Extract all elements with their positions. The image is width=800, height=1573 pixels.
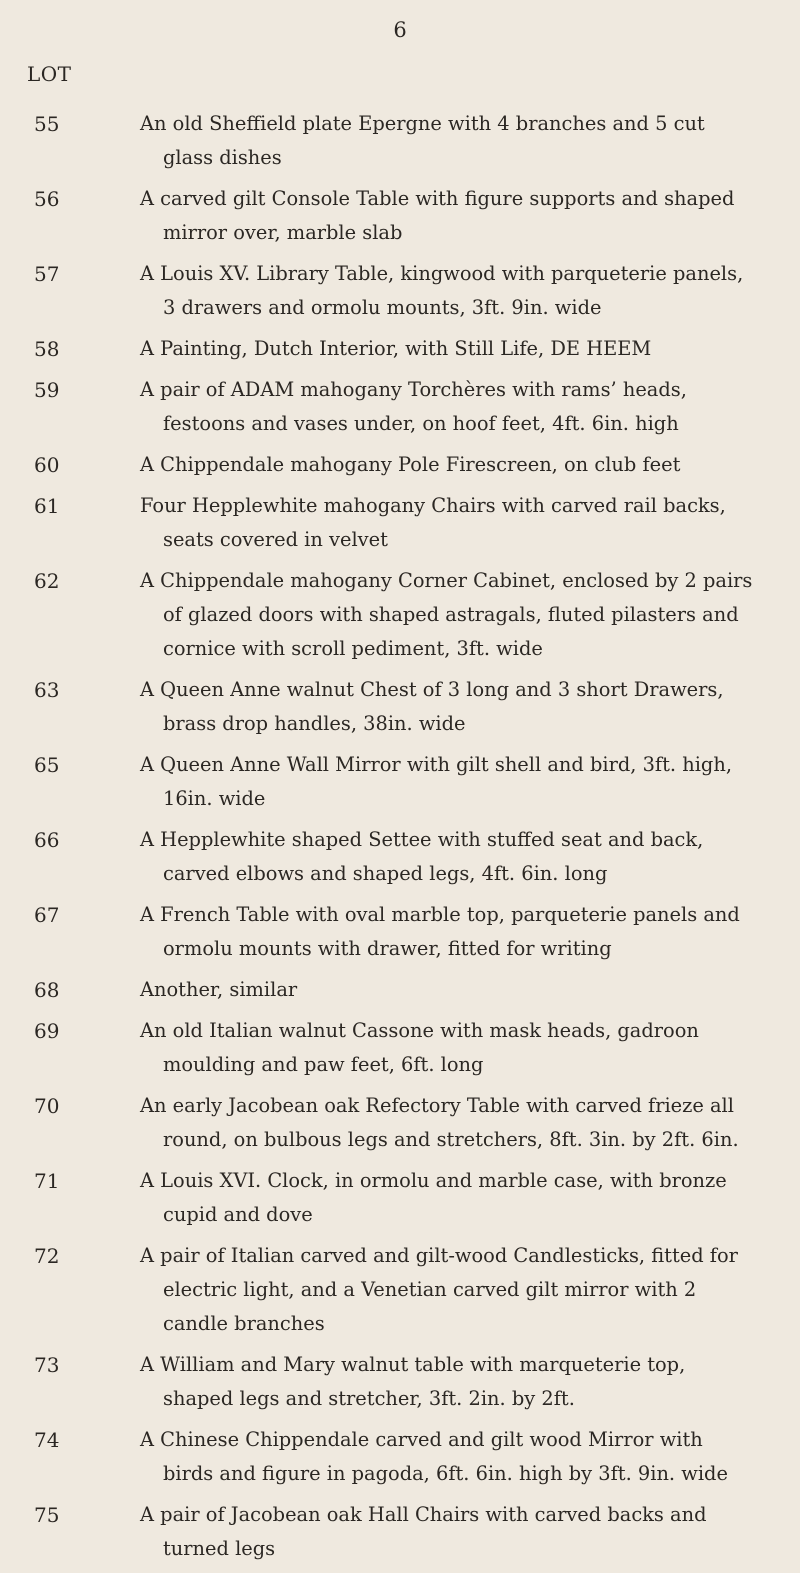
lot-description: A pair of Jacobean oak Hall Chairs with carved backs and turned legs — [140, 1503, 707, 1560]
lot-entry — [0, 107, 800, 175]
lot-number: 65 — [34, 753, 60, 777]
lot-entry — [0, 489, 800, 557]
lot-number: 69 — [34, 1019, 60, 1043]
lot-number: 61 — [34, 494, 60, 518]
lot-entry — [0, 1164, 800, 1232]
lot-entry — [0, 1423, 800, 1491]
lot-entry — [0, 373, 800, 441]
lot-number: 57 — [34, 262, 60, 286]
lot-description: An early Jacobean oak Refectory Table with carved frieze all round, on bulbous legs and stretchers, 8ft. 3in. by 2ft. 6in. — [140, 1094, 739, 1151]
lot-entry — [0, 564, 800, 666]
lot-number: 63 — [34, 678, 60, 702]
lot-description: A pair of ADAM mahogany Torchères with rams’ heads, festoons and vases under, on hoof feet, 4ft. 6in. high — [140, 378, 687, 435]
page-number: 6 — [393, 18, 407, 42]
lot-description: A Painting, Dutch Interior, with Still Life, DE HEEM — [140, 337, 652, 360]
lot-number: 59 — [34, 378, 60, 402]
lot-number: 70 — [34, 1094, 60, 1118]
lot-description: A Chippendale mahogany Corner Cabinet, enclosed by 2 pairs of glazed doors with shaped astragals, fluted pilasters and cornice with scroll pediment, 3ft. wide — [140, 569, 753, 660]
lot-list — [0, 107, 800, 1573]
lot-number: 71 — [34, 1169, 60, 1193]
lot-entry — [0, 1014, 800, 1082]
lot-entry — [0, 673, 800, 741]
lot-description: A Hepplewhite shaped Settee with stuffed seat and back, carved elbows and shaped legs, 4ft. 6in. long — [140, 828, 704, 885]
lot-number: 72 — [34, 1244, 60, 1268]
lot-number: 75 — [34, 1503, 60, 1527]
lot-description: A Louis XVI. Clock, in ormolu and marble case, with bronze cupid and dove — [140, 1169, 727, 1226]
lot-description: A pair of Italian carved and gilt-wood Candlesticks, fitted for electric light, and a Venetian carved gilt mirror with 2 candle branches — [140, 1244, 738, 1335]
lot-entry — [0, 748, 800, 816]
lot-column-header: LOT — [27, 62, 72, 86]
lot-number: 68 — [34, 978, 60, 1002]
lot-entry — [0, 973, 800, 1007]
lot-description: An old Sheffield plate Epergne with 4 branches and 5 cut glass dishes — [140, 112, 705, 169]
lot-entry — [0, 257, 800, 325]
lot-description: Four Hepplewhite mahogany Chairs with carved rail backs, seats covered in velvet — [140, 494, 726, 551]
lot-number: 66 — [34, 828, 60, 852]
lot-entry — [0, 332, 800, 366]
lot-number: 67 — [34, 903, 60, 927]
lot-description: A William and Mary walnut table with marqueterie top, shaped legs and stretcher, 3ft. 2in. by 2ft. — [140, 1353, 686, 1410]
lot-description: A Chippendale mahogany Pole Firescreen, on club feet — [140, 453, 681, 476]
lot-entry — [0, 823, 800, 891]
lot-number: 74 — [34, 1428, 60, 1452]
lot-description: A carved gilt Console Table with figure supports and shaped mirror over, marble slab — [140, 187, 735, 244]
lot-description: An old Italian walnut Cassone with mask heads, gadroon moulding and paw feet, 6ft. long — [140, 1019, 699, 1076]
lot-number: 62 — [34, 569, 60, 593]
lot-number: 58 — [34, 337, 60, 361]
lot-number: 55 — [34, 112, 60, 136]
lot-description: A Chinese Chippendale carved and gilt wood Mirror with birds and figure in pagoda, 6ft. 6in. high by 3ft. 9in. wide — [140, 1428, 728, 1485]
lot-number: 73 — [34, 1353, 60, 1377]
lot-number: 60 — [34, 453, 60, 477]
lot-entry — [0, 1348, 800, 1416]
lot-description: A Queen Anne Wall Mirror with gilt shell and bird, 3ft. high, 16in. wide — [140, 753, 732, 810]
lot-description: Another, similar — [140, 978, 298, 1001]
lot-entry — [0, 1239, 800, 1341]
lot-description: A Queen Anne walnut Chest of 3 long and 3 short Drawers, brass drop handles, 38in. wide — [140, 678, 724, 735]
lot-entry — [0, 1089, 800, 1157]
lot-entry — [0, 1498, 800, 1566]
lot-description: A French Table with oval marble top, parqueterie panels and ormolu mounts with drawer, fitted for writing — [140, 903, 740, 960]
lot-description: A Louis XV. Library Table, kingwood with parqueterie panels, 3 drawers and ormolu mounts, 3ft. 9in. wide — [140, 262, 744, 319]
lot-entry — [0, 448, 800, 482]
lot-number: 56 — [34, 187, 60, 211]
lot-entry — [0, 182, 800, 250]
lot-entry — [0, 898, 800, 966]
